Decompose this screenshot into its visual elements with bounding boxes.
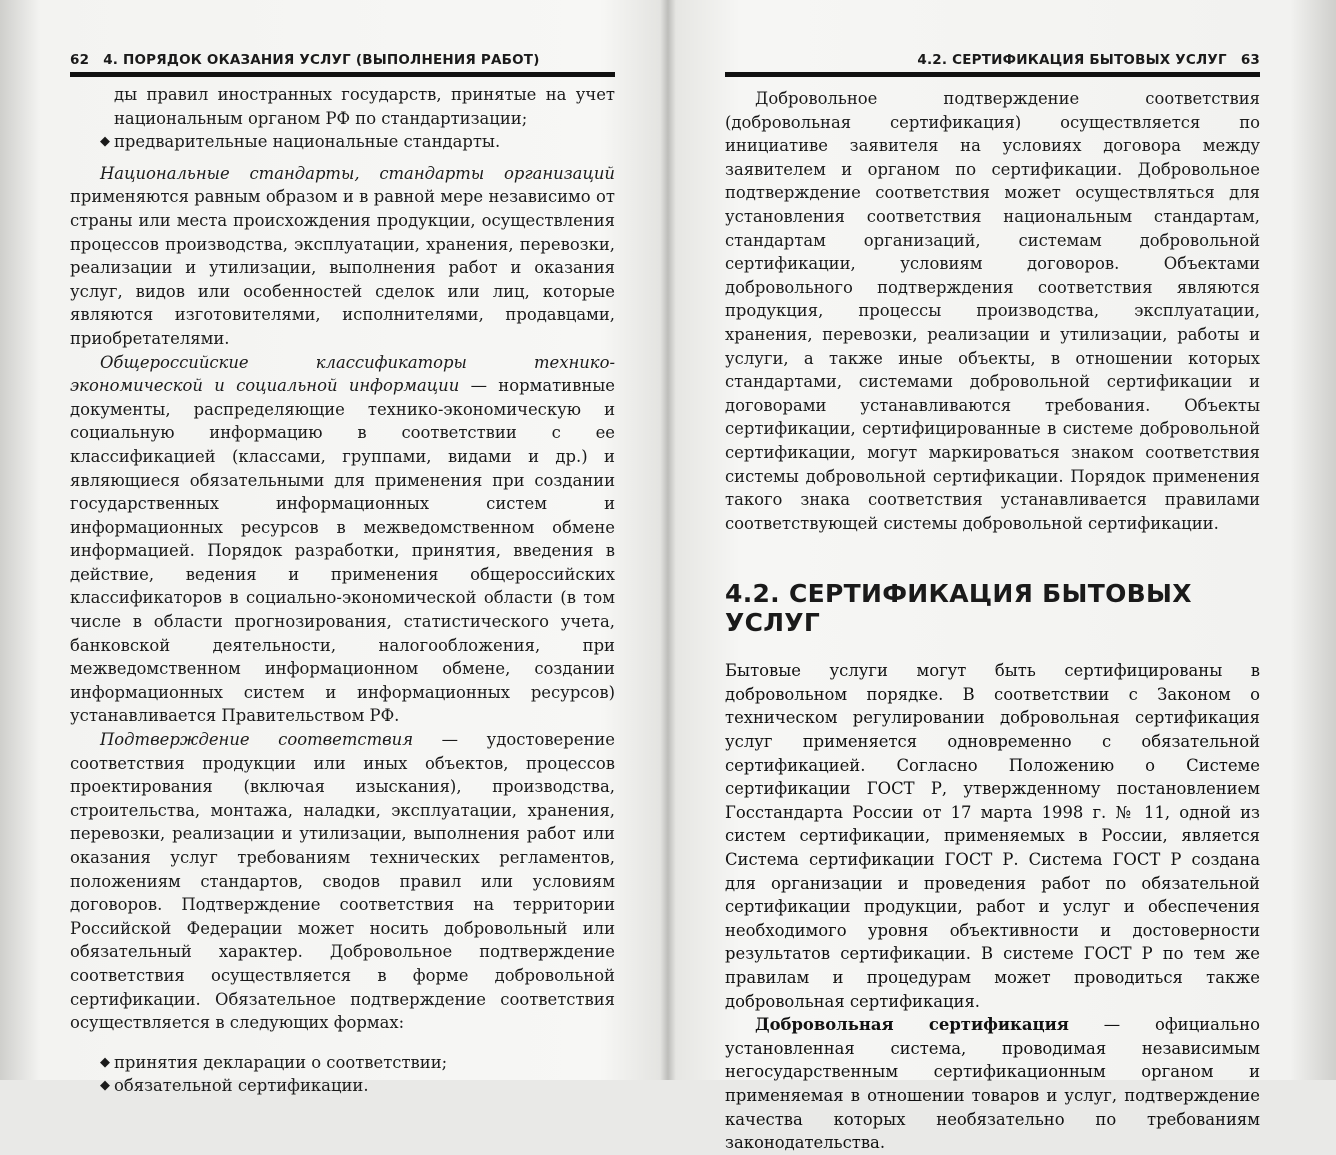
term-voluntary-certification: Добровольная сертификация [755, 1015, 1069, 1035]
term-conformity: Подтверждение соответствия [100, 730, 414, 750]
paragraph-voluntary-certification [725, 1013, 1260, 1155]
section-heading-text: 4.2. СЕРТИФИКАЦИЯ БЫТОВЫХ УСЛУГ [725, 579, 1192, 638]
section-heading [725, 579, 1260, 637]
paragraph-classifiers [70, 351, 615, 729]
right-body [725, 87, 1260, 535]
bullet-text: обязательной сертификации. [114, 1076, 369, 1096]
list-item [70, 1051, 615, 1075]
intro-continuation: ды правил иностранных государств, принятые на учет национальным органом РФ по стандартизации; [114, 85, 615, 128]
paragraph-household-services: Бытовые услуги могут быть сертифицированы в добровольном порядке. В соответствии с Законом о техническом регулировании добровольная сертификация услуг применяется одновременно с обязательной сертификацией. Согласно Положению о Системе сертификации ГОСТ Р, утвержденному постановлением Госстандарта России от 17 марта 1998 г. № 11, одной из систем сертификации, применяемых в России, является Система сертификации ГОСТ Р. Система ГОСТ Р создана для организации и проведения работ по обязательной сертификации продукции, работ и услуг и обеспечения необходимого уровня объективности и достоверности результатов сертификации. В системе ГОСТ Р по тем же правилам и процедурам может проводиться также добровольная сертификация. [725, 661, 1260, 1011]
diamond-bullet-icon: ◆ [100, 134, 110, 150]
list-item [70, 130, 615, 154]
right-running-title: 4.2. СЕРТИФИКАЦИЯ БЫТОВЫХ УСЛУГ [917, 52, 1227, 68]
paragraph-conformity [70, 728, 615, 1035]
bullet-text: принятия декларации о соответствии; [114, 1052, 448, 1072]
right-running-header [725, 52, 1260, 77]
paragraph-text: — удостоверение соответствия продукции или иных объектов, процессов проектирования (включая изыскания), производства, строительства, монтажа, наладки, эксплуатации, хранения, перевозки, реализации и утилизации, выполнения работ или оказания услуг требованиям технических регламентов, положениям стандартов, сводов правил или условиям договоров. Подтверждение соответствия на территории Российской Федерации может носить добровольный или обязательный характер. Добровольное подтверждение соответствия осуществляется в форме добровольной сертификации. Обязательное подтверждение соответствия осуществляется в следующих формах: [70, 730, 615, 1033]
paragraph-text: — официально установленная система, проводимая независимым негосударственным сертификационным органом и применяемая в отношении товаров и услуг, подтверждение качества которых необязательно по требованиям законодательства. [725, 1015, 1260, 1153]
right-section-body [725, 659, 1260, 1154]
paragraph-national-standards [70, 162, 615, 351]
left-page [70, 52, 615, 1098]
left-body [70, 83, 615, 1098]
right-page [725, 52, 1260, 1155]
paragraph-text: — нормативные документы, распределяющие технико-экономическую и социальную информацию в соответствии с ее классификацией (классами, группами, видами и др.) и являющиеся обязательными для применения при создании государственных информационных систем и информационных ресурсов в межведомственном обмене информацией. Порядок разработки, принятия, введения в действие, ведения и применения общероссийских классификаторов в социально-экономической области (в том числе в области прогнозирования, статистического учета, банковской деятельности, налогообложения, при межведомственном информационном обмене, создании информационных систем и информационных ресурсов) устанавливается Правительством РФ. [70, 376, 615, 726]
bottom-bullet-list [70, 1051, 615, 1098]
paragraph-text: применяются равным образом и в равной мере независимо от страны или места происхождения продукции, осуществления процессов производства, эксплуатации, хранения, перевозки, реализации и утилизации, выполнения работ и оказания услуг, видов или особенностей сделок или лиц, которые являются изготовителями, исполнителями, продавцами, приобретателями. [70, 187, 615, 348]
diamond-bullet-icon: ◆ [100, 1054, 110, 1070]
left-running-title: 4. ПОРЯДОК ОКАЗАНИЯ УСЛУГ (ВЫПОЛНЕНИЯ РАБОТ) [103, 52, 540, 68]
left-page-number: 62 [70, 52, 90, 68]
term-national-standards: Национальные стандарты, стандарты организаций [100, 163, 615, 183]
right-page-number: 63 [1240, 52, 1260, 68]
left-running-header [70, 52, 615, 77]
term-classifiers: Общероссийские классификаторы технико-экономической и социальной информации [70, 352, 615, 396]
diamond-bullet-icon: ◆ [100, 1078, 110, 1094]
paragraph-voluntary-confirmation: Добровольное подтверждение соответствия (добровольная сертификация) осуществляется по инициативе заявителя на условиях договора между заявителем и органом по сертификации. Добровольное подтверждение соответствия может осуществляться для установления соответствия национальным стандартам, стандартам организаций, системам добровольной сертификации, условиям договоров. Объектами добровольного подтверждения соответствия являются продукция, процессы производства, эксплуатации, хранения, перевозки, реализации и утилизации, работы и услуги, а также иные объекты, в отношении которых стандартами, системами добровольной сертификации и договорами устанавливаются требования. Объекты сертификации, сертифицированные в системе добровольной сертификации, могут маркироваться знаком соответствия системы добровольной сертификации. Порядок применения такого знака соответствия устанавливается правилами соответствующей системы добровольной сертификации. [725, 89, 1260, 533]
list-item [70, 1074, 615, 1098]
bullet-text: предварительные национальные стандарты. [114, 132, 501, 152]
top-bullet-list [70, 130, 615, 154]
